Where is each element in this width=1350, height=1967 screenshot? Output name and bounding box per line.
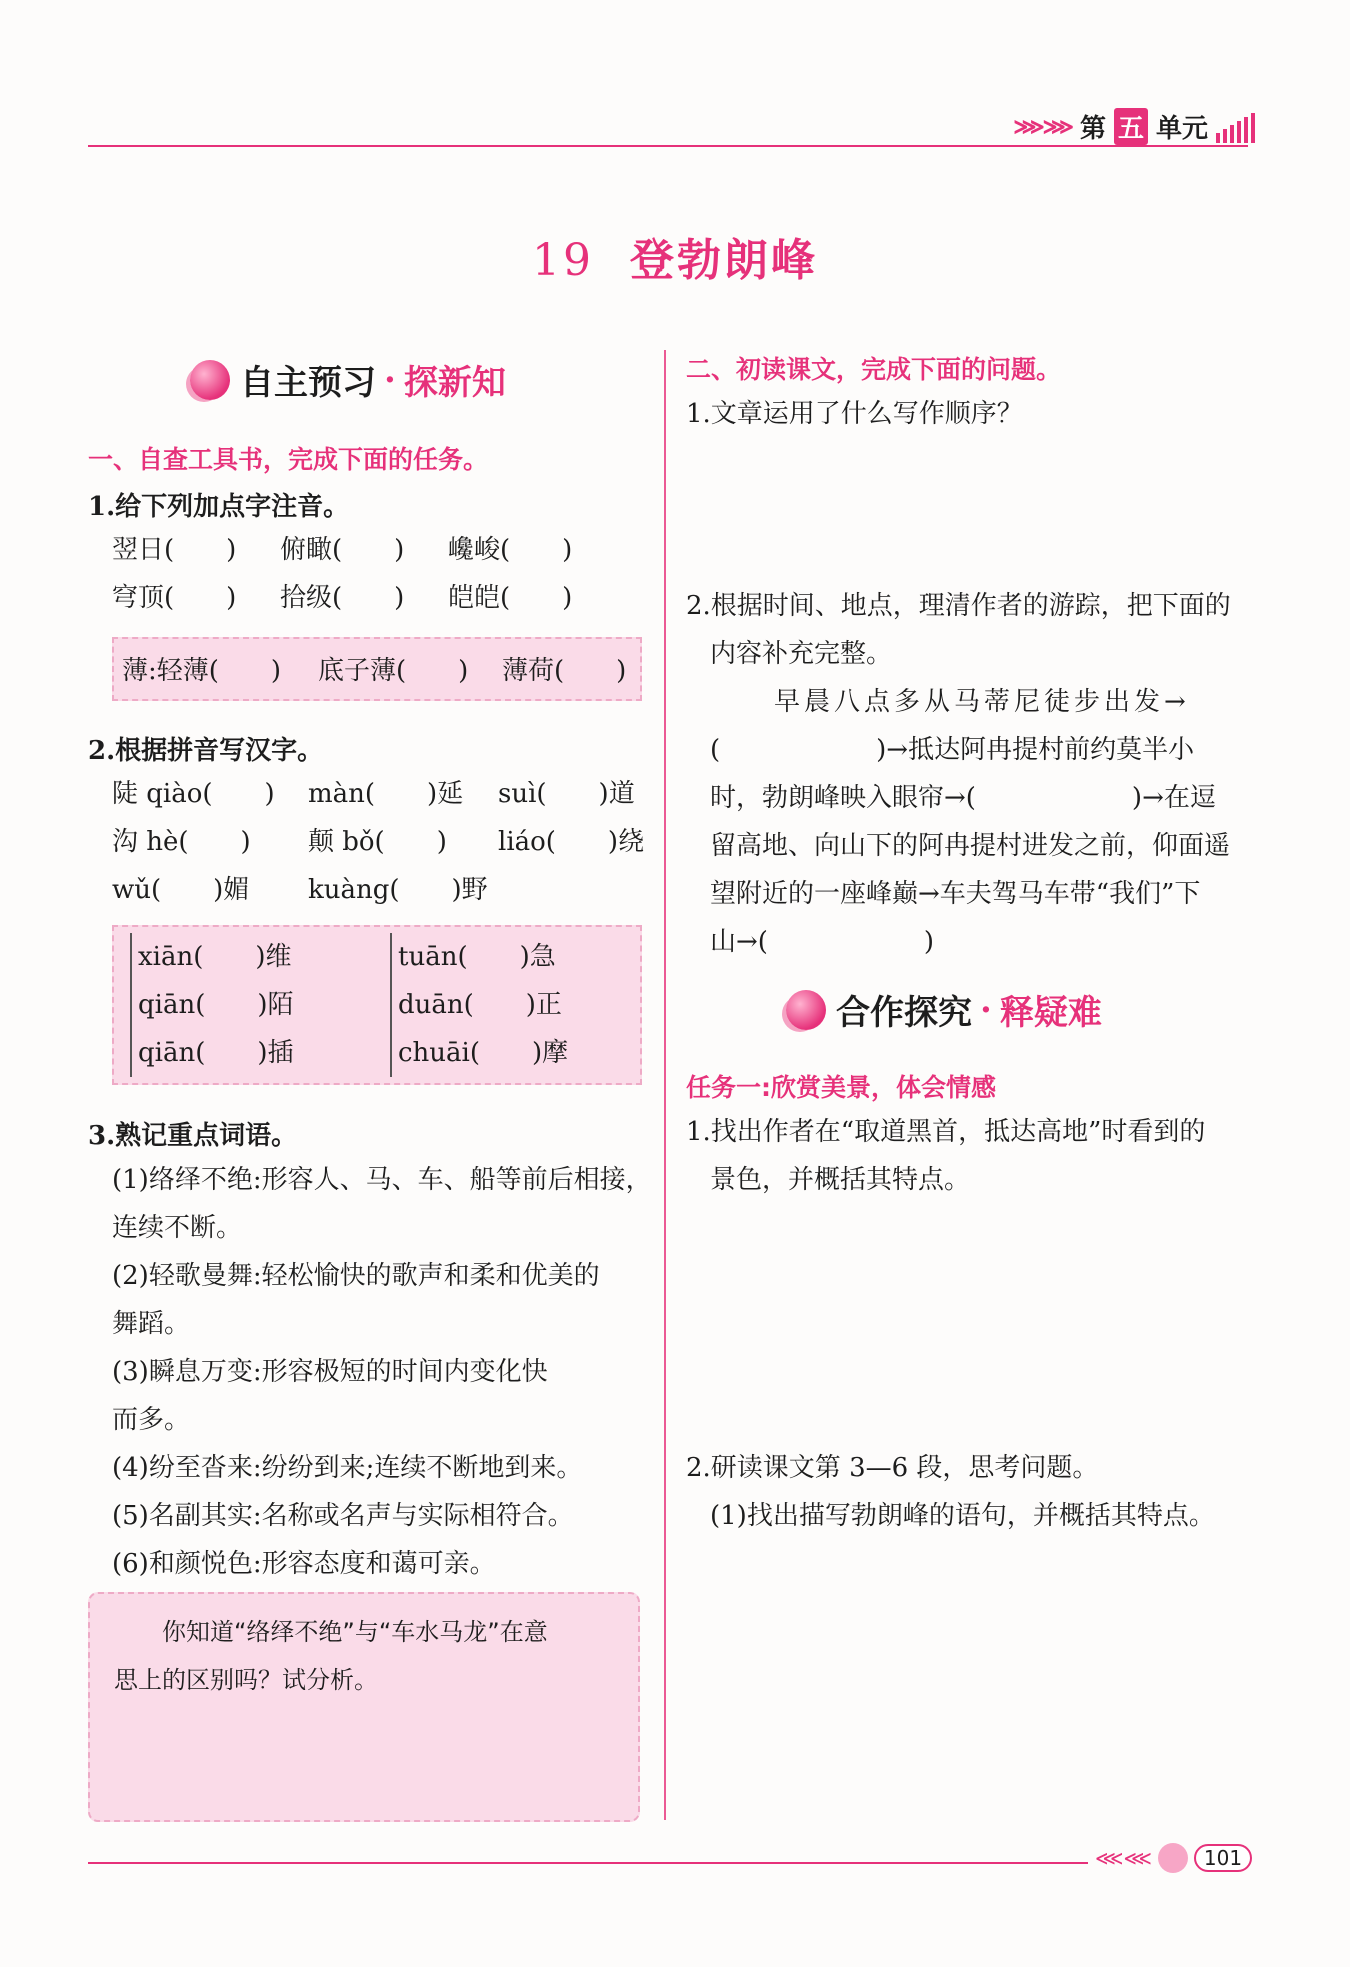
unit-label: [1013, 108, 1255, 145]
bubble-icon: [1158, 1843, 1188, 1873]
pinyin-item: qiān( )陌: [138, 990, 294, 1020]
section-heading-2: 二、初读课文，完成下面的问题。: [686, 355, 1062, 384]
t-q1-line: 景色，并概括其特点。: [710, 1165, 971, 1195]
t-question-2-sub: (1)找出描写勃朗峰的语句，并概括其特点。: [710, 1501, 1215, 1531]
q2-row-2: [112, 818, 652, 866]
r-question-1: 1.文章运用了什么写作顺序？: [686, 399, 1023, 429]
lesson-number: 19: [532, 235, 594, 286]
think-line: 思上的区别吗？试分析。: [114, 1666, 378, 1694]
q1-item: 巉峻( ): [448, 535, 573, 565]
page-number-badge: [1095, 1843, 1252, 1873]
q1-item: 俯瞰( ): [280, 535, 405, 565]
vocab-line: (4)纷至沓来:纷纷到来;连续不断地到来。: [112, 1453, 583, 1483]
pinyin-item: xiān( )维: [138, 942, 292, 972]
vocab-line: (5)名副其实:名称或名声与实际相符合。: [112, 1501, 574, 1531]
banner-text-b: 释疑难: [999, 993, 1102, 1033]
pinyin-group-right: [390, 933, 568, 1077]
section-heading-1: 一、自查工具书，完成下面的任务。: [88, 445, 489, 474]
route-line: ( )→抵达阿冉提村前约莫半小: [710, 735, 1195, 765]
arrows-icon: ⋙⋙: [1013, 113, 1072, 140]
q2-row-1: [112, 770, 652, 818]
pinyin-item: tuān( )急: [398, 942, 556, 972]
question-2: 2.根据拼音写汉字。: [88, 736, 324, 766]
polyphone-item: 薄:轻薄( ): [122, 656, 282, 686]
vocab-line: (3)瞬息万变:形容极短的时间内变化快: [112, 1357, 548, 1387]
bullet-icon: [190, 360, 230, 400]
q2-item: màn( )延: [308, 779, 464, 809]
q1-item: 穹顶( ): [112, 583, 237, 613]
banner-text-a: 合作探究: [836, 993, 972, 1033]
polyphone-box: [112, 637, 642, 701]
pinyin-item: chuāi( )摩: [398, 1038, 569, 1068]
q2-item: wǔ( )媚: [112, 875, 250, 905]
q1-item: 翌日( ): [112, 535, 237, 565]
lesson-name: 登勃朗峰: [630, 235, 818, 286]
think-text: [114, 1608, 624, 1704]
vocab-line: 舞蹈。: [112, 1309, 191, 1339]
t-question-1: [686, 1108, 1246, 1204]
vocab-line: (2)轻歌曼舞:轻松愉快的歌声和柔和优美的: [112, 1261, 600, 1291]
unit-number: 五: [1114, 108, 1148, 145]
r-q2-line: 2.根据时间、地点，理清作者的游踪，把下面的: [686, 591, 1231, 621]
header-rule: [88, 145, 1248, 147]
think-box: [88, 1592, 640, 1822]
lesson-title: [0, 224, 1350, 288]
think-line: 你知道“络绎不绝”与“车水马龙”在意: [162, 1618, 548, 1646]
q2-item: 颠 bǒ( ): [308, 827, 447, 857]
r-q2-line: 内容补充完整。: [710, 639, 893, 669]
pinyin-group-box: [112, 925, 642, 1085]
route-line: 望附近的一座峰巅→车夫驾马车带“我们”下: [710, 879, 1201, 909]
footer-rule: [88, 1862, 1088, 1864]
arrows-icon: ⋘⋘: [1095, 1846, 1152, 1870]
pinyin-item: duān( )正: [398, 990, 562, 1020]
vocab-list: [112, 1156, 657, 1588]
section-banner-preview: [190, 355, 506, 404]
q1-item: 拾级( ): [280, 583, 405, 613]
t-question-2: 2.研读课文第 3—6 段，思考问题。: [686, 1453, 1099, 1483]
task-1-heading: 任务一:欣赏美景，体会情感: [686, 1073, 996, 1102]
t-q1-line: 1.找出作者在“取道黑首，抵达高地”时看到的: [686, 1117, 1206, 1147]
route-line: 留高地、向山下的阿冉提村进发之前，仰面遥: [710, 831, 1231, 861]
q2-item: 沟 hè( ): [112, 827, 251, 857]
banner-text-a: 自主预习: [240, 363, 376, 403]
banner-text-b: 探新知: [403, 363, 506, 403]
vocab-line: 而多。: [112, 1405, 191, 1435]
unit-suffix: 单元: [1155, 114, 1208, 144]
banner-sep: ·: [384, 359, 396, 400]
q2-row-3: [112, 866, 652, 914]
route-line: 时，勃朗峰映入眼帘→( )→在逗: [710, 783, 1216, 813]
question-1: 1.给下列加点字注音。: [88, 492, 350, 522]
banner-sep: ·: [980, 989, 992, 1030]
q2-item: suì( )道: [498, 779, 635, 809]
question-3: 3.熟记重点词语。: [88, 1121, 298, 1151]
polyphone-item: 薄荷( ): [502, 656, 627, 686]
pinyin-group-left: [130, 933, 294, 1077]
q2-item: kuàng( )野: [308, 875, 488, 905]
vocab-line: (1)络绎不绝:形容人、马、车、船等前后相接，: [112, 1165, 652, 1195]
vocab-line: 连续不断。: [112, 1213, 243, 1243]
route-text: [710, 678, 1250, 966]
q1-row-1: [112, 526, 652, 574]
q2-item: liáo( )绕: [498, 827, 645, 857]
pinyin-item: qiān( )插: [138, 1038, 294, 1068]
column-divider: [664, 350, 666, 1820]
vocab-line: (6)和颜悦色:形容态度和蔼可亲。: [112, 1549, 496, 1579]
bars-icon: [1216, 111, 1255, 143]
q2-item: 陡 qiào( ): [112, 779, 275, 809]
r-question-2: [686, 582, 1246, 678]
route-line: 早晨八点多从马蒂尼徒步出发→: [774, 687, 1190, 717]
section-banner-explore: [786, 985, 1102, 1034]
bullet-icon: [786, 990, 826, 1030]
q1-row-2: [112, 574, 652, 622]
q1-item: 皑皑( ): [448, 583, 573, 613]
unit-prefix: 第: [1079, 114, 1106, 144]
route-line: 山→( ): [710, 927, 935, 957]
page-number: 101: [1194, 1844, 1252, 1872]
polyphone-item: 底子薄( ): [318, 656, 469, 686]
